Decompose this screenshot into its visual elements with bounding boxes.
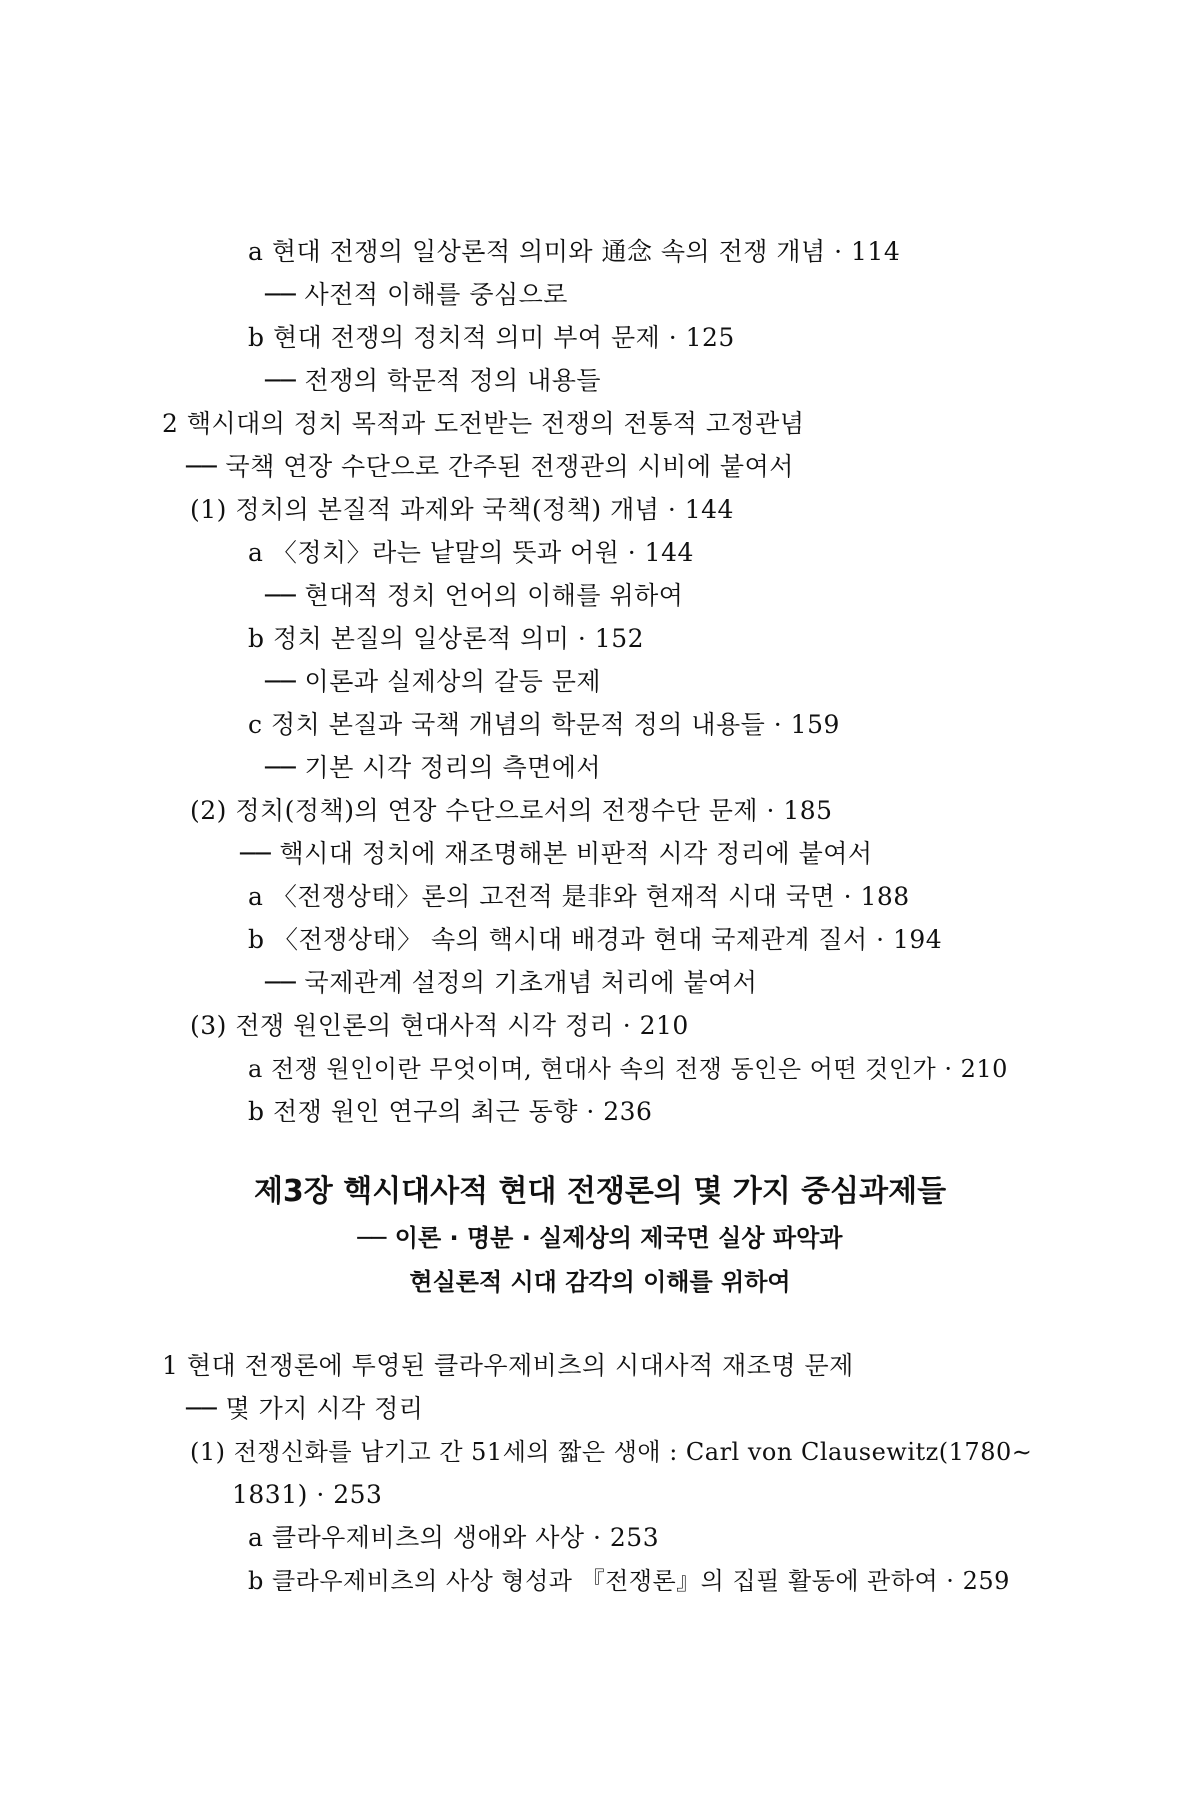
chapter-subtitle: ── 이론 · 명분 · 실제상의 제국면 실상 파악과 (357, 1224, 843, 1252)
toc-entry: b 정치 본질의 일상론적 의미 · 152 (248, 624, 644, 653)
toc-subsection-cont: 1831) · 253 (232, 1480, 383, 1509)
toc-subtitle: ── 사전적 이해를 중심으로 (265, 280, 568, 309)
toc-subsection: (1) 정치의 본질적 과제와 국책(정책) 개념 · 144 (190, 495, 734, 524)
toc-entry: a 현대 전쟁의 일상론적 의미와 通念 속의 전쟁 개념 · 114 (248, 237, 901, 266)
toc-subtitle: ── 이론과 실제상의 갈등 문제 (265, 667, 602, 696)
toc-entry: b 〈전쟁상태〉 속의 핵시대 배경과 현대 국제관계 질서 · 194 (248, 925, 943, 954)
toc-subtitle: ── 국책 연장 수단으로 간주된 전쟁관의 시비에 붙여서 (186, 452, 794, 481)
chapter-subtitle: 현실론적 시대 감각의 이해를 위하여 (409, 1268, 791, 1296)
toc-entry: a 〈정치〉라는 낱말의 뜻과 어원 · 144 (248, 538, 694, 567)
toc-subsection: (2) 정치(정책)의 연장 수단으로서의 전쟁수단 문제 · 185 (190, 796, 833, 825)
toc-section: 2 핵시대의 정치 목적과 도전받는 전쟁의 전통적 고정관념 (162, 409, 805, 438)
toc-entry: a 클라우제비츠의 생애와 사상 · 253 (248, 1523, 660, 1552)
toc-entry: a 〈전쟁상태〉론의 고전적 是非와 현재적 시대 국면 · 188 (248, 882, 910, 911)
toc-section: 1 현대 전쟁론에 투영된 클라우제비츠의 시대사적 재조명 문제 (162, 1351, 854, 1380)
toc-entry: b 전쟁 원인 연구의 최근 동향 · 236 (248, 1097, 653, 1126)
toc-subtitle: ── 기본 시각 정리의 측면에서 (265, 753, 602, 782)
toc-entry: a 전쟁 원인이란 무엇이며, 현대사 속의 전쟁 동인은 어떤 것인가 · 210 (248, 1055, 1008, 1083)
toc-entry: c 정치 본질과 국책 개념의 학문적 정의 내용들 · 159 (248, 710, 840, 739)
toc-subsection: (1) 전쟁신화를 남기고 간 51세의 짧은 생애 : Carl von Clausewitz(1780∼ (190, 1438, 1033, 1466)
toc-subtitle: ── 핵시대 정치에 재조명해본 비판적 시각 정리에 붙여서 (240, 839, 873, 868)
toc-subtitle: ── 몇 가지 시각 정리 (186, 1394, 424, 1423)
toc-subtitle: ── 전쟁의 학문적 정의 내용들 (265, 366, 602, 395)
toc-entry: b 클라우제비츠의 사상 형성과 『전쟁론』의 집필 활동에 관하여 · 259 (248, 1567, 1010, 1595)
chapter-title: 제3장 핵시대사적 현대 전쟁론의 몇 가지 중심과제들 (253, 1174, 947, 1209)
toc-subtitle: ── 국제관계 설정의 기초개념 처리에 붙여서 (265, 968, 758, 997)
toc-subsection: (3) 전쟁 원인론의 현대사적 시각 정리 · 210 (190, 1011, 689, 1040)
toc-entry: b 현대 전쟁의 정치적 의미 부여 문제 · 125 (248, 323, 735, 352)
toc-subtitle: ── 현대적 정치 언어의 이해를 위하여 (265, 581, 684, 610)
